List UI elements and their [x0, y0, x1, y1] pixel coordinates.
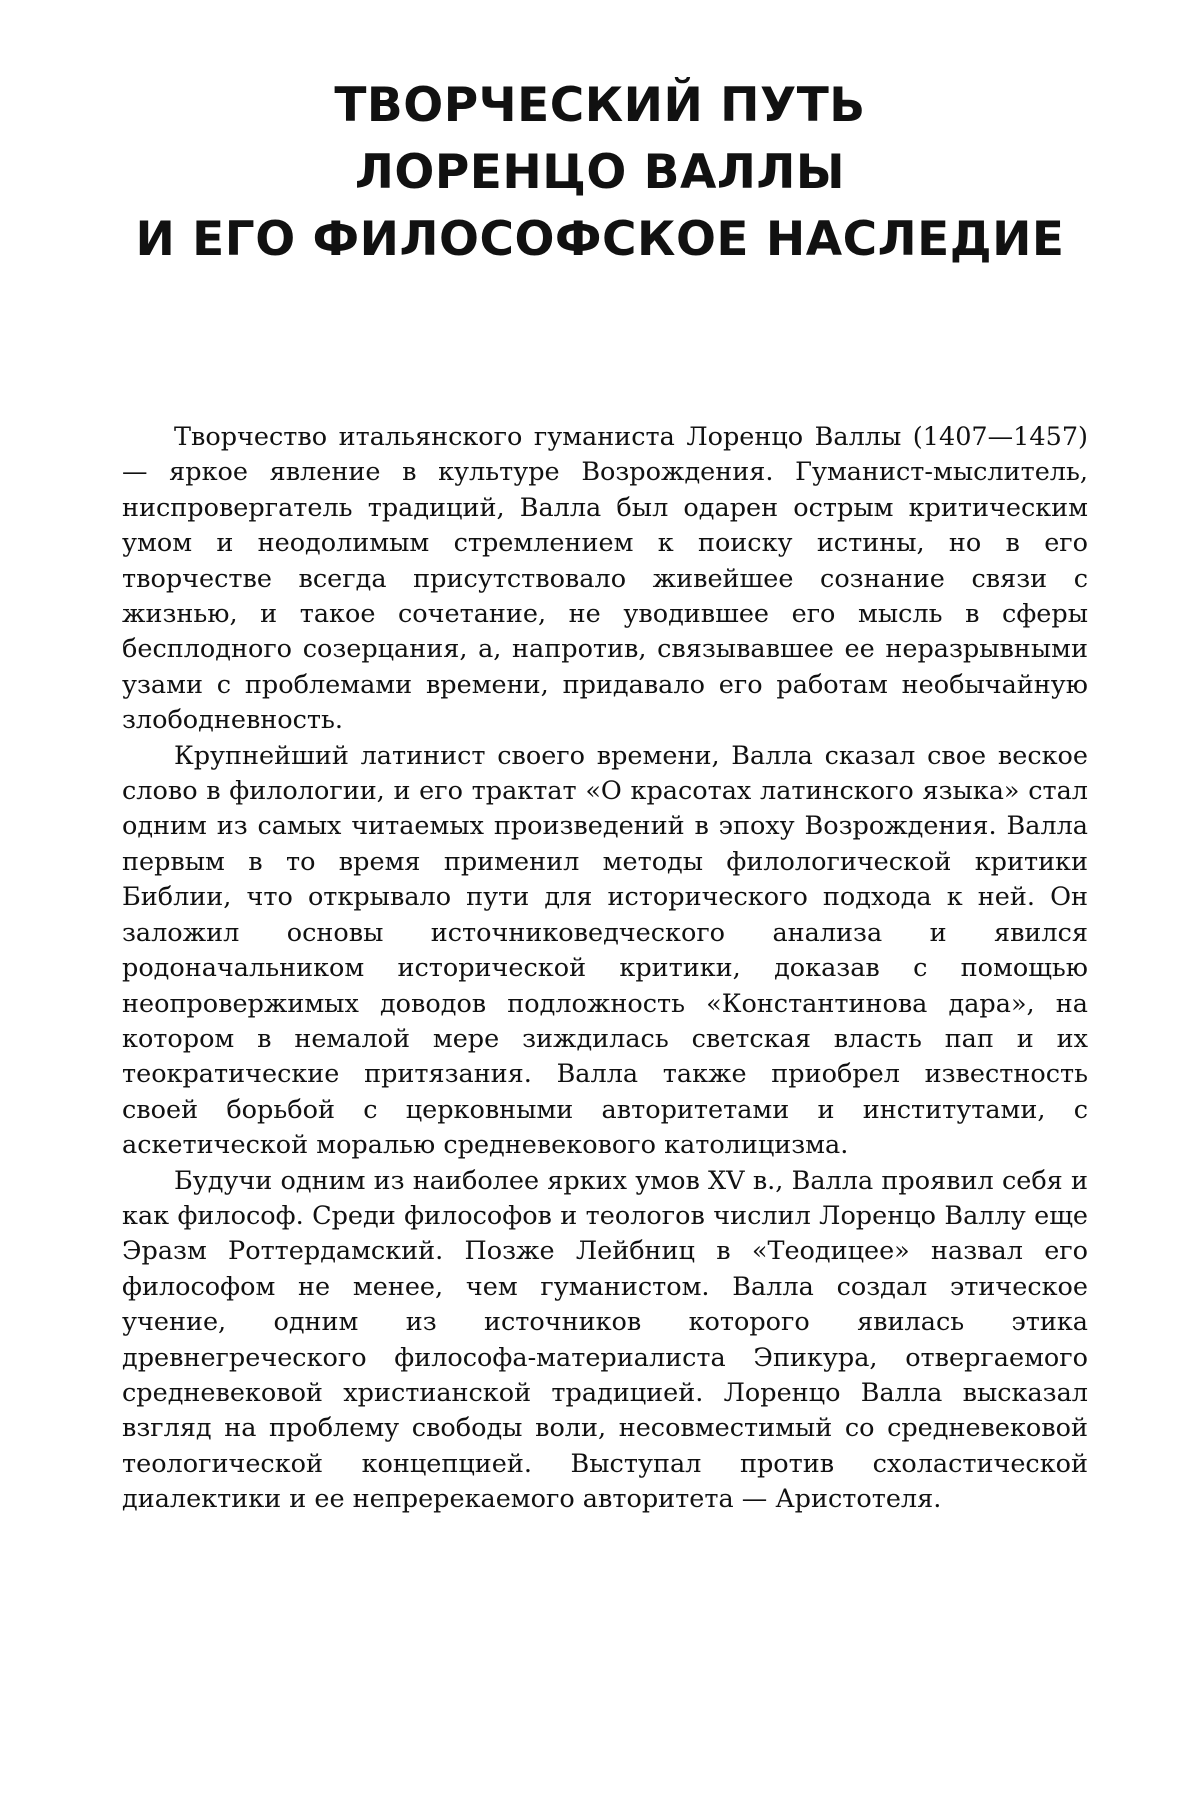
chapter-title [100, 72, 1100, 273]
chapter-title-line-1: ТВОРЧЕСКИЙ ПУТЬ [334, 78, 866, 133]
paragraph-1: Творчество итальянского гуманиста Лоренцо Валлы (1407—1457) — яркое явление в культуре Возрождения. Гуманист-мыслитель, ниспровергатель традиций, Валла был одарен острым критическим умом и неодолимым стремлением к поиску истины, но в его творчестве всегда присутствовало живейшее сознание связи с жизнью, и такое сочетание, не уводившее его мысль в сферы бесплодного созерцания, а, напротив, связывавшее ее неразрывными узами с проблемами времени, придавало его работам необычайную злободневность. [122, 422, 1088, 736]
chapter-title-line-2: ЛОРЕНЦО ВАЛЛЫ [354, 145, 846, 200]
chapter-title-line-3: И ЕГО ФИЛОСОФСКОЕ НАСЛЕДИЕ [135, 212, 1065, 267]
paragraph-2: Крупнейший латинист своего времени, Валла сказал свое веское слово в филологии, и его трактат «О красотах латинского языка» стал одним из самых читаемых произведений в эпоху Возрождения. Валла первым в то время применил методы филологической критики Библии, что открывало пути для исторического подхода к ней. Он заложил основы источниковедческого анализа и явился родоначальником исторической критики, доказав с помощью неопровержимых доводов подложность «Константинова дара», на котором в немалой мере зиждилась светская власть пап и их теократические притязания. Валла также приобрел известность своей борьбой с церковными авторитетами и институтами, с аскетической моралью средневекового католицизма. [122, 740, 1088, 1161]
body-text [122, 420, 1088, 1518]
paragraph-3: Будучи одним из наиболее ярких умов XV в., Валла проявил себя и как философ. Среди философов и теологов числил Лоренцо Валлу еще Эразм Роттердамский. Позже Лейбниц в «Теодицее» назвал его философом не менее, чем гуманистом. Валла создал этическое учение, одним из источников которого явилась этика древнегреческого философа-материалиста Эпикура, отвергаемого средневековой христианской традицией. Лоренцо Валла высказал взгляд на проблему свободы воли, несовместимый со средневековой теологической концепцией. Выступал против схоластической диалектики и ее непререкаемого авторитета — Аристотеля. [122, 1165, 1088, 1515]
